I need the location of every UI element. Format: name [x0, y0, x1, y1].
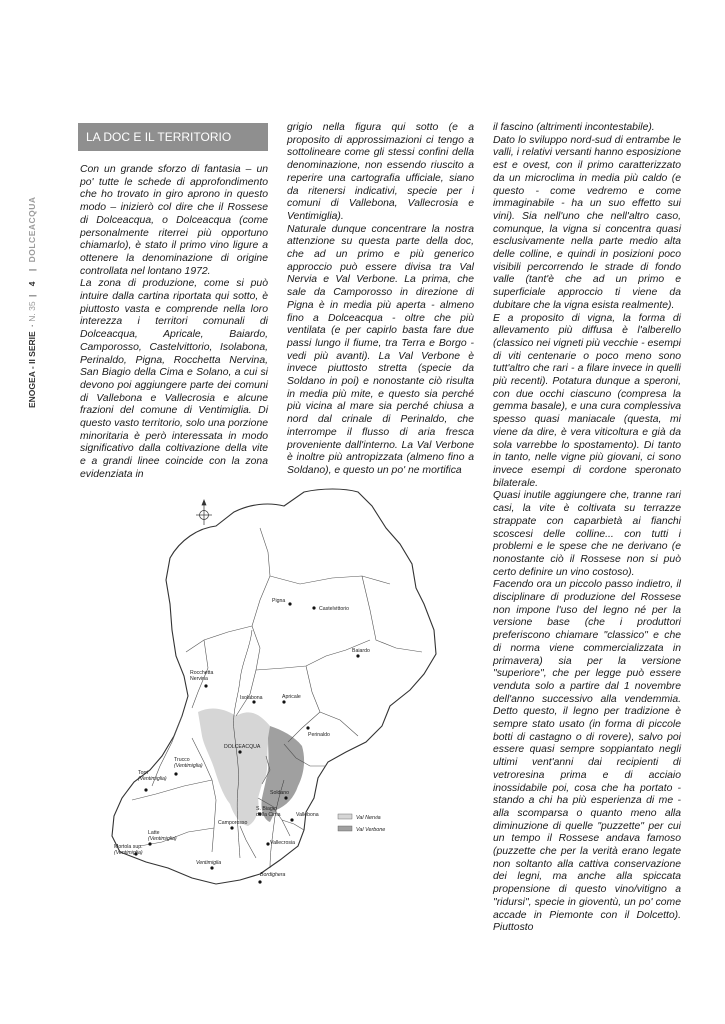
town-baiardo: [352, 648, 370, 658]
town-label: Latte: [148, 830, 160, 836]
compass-rose-icon: [196, 500, 212, 525]
town-label: Mortola sup.: [114, 844, 143, 850]
town-label: Isolabona: [240, 695, 263, 701]
town-label: S. Biagio: [256, 806, 277, 812]
town-latte: [148, 830, 177, 846]
paragraph: Facendo ora un piccolo passo indietro, il disciplinare di produzione del Rossese non impone l'uso del legno né per la versione base (che i produttori preferiscono chiamare "classico" e che di norma viene commercializzata in primavera) sia per la versione "superiore", che per legge può essere venduta solo a partire dal 1 novembre dell'anno successivo alla vendemmia. Detto questo, il legno per tradizione è sempre stato usato (in forma di piccole botti di castagno o di rovere), salvo poi essere quasi sempre soppiantato negli ultimi vent'anni dai recipienti di vetroresina prima e di acciaio inossidabile poi, cosa che ha portato - stando a chi ha più esperienza di me - alla scomparsa o quanto meno alla diminuzione di quelle "puzzette" per cui un tempo il Rossese andava famoso (puzzette che per la verità erano legate non soltanto alla cattiva conservazione dei legni, ma anche alla spiccata propensione di questo vino/vitigno a "ridursi", specie in gioventù, un po' come accade in Piemonte con il Dolcetto). Piuttosto: [493, 579, 681, 934]
town-label: Bordighera: [260, 872, 286, 878]
territory-map: [100, 480, 470, 900]
header-separator: |: [27, 294, 37, 298]
town-castelvittorio: [312, 606, 349, 612]
town-label: (Ventimiglia): [148, 836, 177, 842]
town-trucco: [174, 757, 203, 776]
town-ventimiglia: [196, 860, 221, 870]
town-label: Vallebona: [296, 812, 319, 818]
paragraph: il fascino (altrimenti incontestabile).: [493, 122, 655, 133]
legend-label-val-verbone: Val Verbone: [356, 827, 386, 833]
paragraph: Naturale dunque concentrare la nostra attenzione su questa parte della doc, che ad un primo e più generico approccio può essere divisa tra Val Nervia e Val Verbone. La prima, che sale da Camporosso in direzione di Pigna è in media più aperta - almeno fino a Dolceacqua - oltre che più ventilata (e per capirlo basta fare due passi lungo il fiume, tra Terra e Borgo - vedi più avanti). La Val Verbone è invece piuttosto stretta (specie da Soldano in poi) e nonostante ciò risulta in media più mite, e questo sia perché più vicina al mare sia perché chiusa a nord dal crinale di Perinaldo, che interrompe il flusso di aria fresca proveniente dall'interno. La Val Verbone è inoltre più antropizzata (almeno fino a Soldano), e questo un po' ne mortifica: [287, 223, 474, 476]
town-label: DOLCEACQUA: [224, 744, 261, 750]
town-bordighera: [258, 872, 285, 884]
town-label: della Cima: [256, 812, 281, 818]
legend-swatch-val-nervia: [338, 814, 352, 819]
town-label: Trucco: [174, 757, 190, 763]
paragraph: Con un grande sforzo di fantasia – un po' tutte le schede di approfondimento che ho trovato in giro aprono in questo modo – inizierò col dire che il Rossese di Dolceacqua, o Dolceacqua (come personalmente riterrei più opportuno chiamarlo), è stato il primo vino ligure a ottenere la denominazione di origine controllata nel lontano 1972.: [80, 164, 268, 277]
legend-label-val-nervia: Val Nervia: [356, 815, 381, 821]
text-column-3: [493, 122, 681, 935]
town-label: (Ventimiglia): [174, 763, 203, 769]
town-label: (Ventimiglia): [114, 850, 143, 856]
town-label: Nervina: [190, 676, 208, 682]
legend-swatch-val-verbone: [338, 826, 352, 831]
section-title: DOLCEACQUA: [27, 196, 37, 263]
town-label: Camporosso: [218, 820, 248, 826]
town-label: Apricale: [282, 694, 301, 700]
town-mortola: [114, 844, 143, 856]
town-label: Rocchetta: [190, 670, 214, 676]
town-pigna: [272, 598, 292, 606]
article-heading: LA DOC E IL TERRITORIO: [78, 123, 268, 151]
town-label: Castelvittorio: [319, 606, 349, 612]
town-label: Ventimiglia: [196, 860, 222, 866]
running-header: ENOGEA - II SERIE · N. 35 | 4 | DOLCEACQUA: [27, 196, 37, 408]
town-label: Perinaldo: [308, 732, 330, 738]
text-column-1: [80, 164, 268, 482]
town-rocchetta-nervina: [190, 670, 213, 688]
town-perinaldo: [306, 726, 330, 738]
town-label: Pigna: [272, 598, 286, 604]
town-camporosso: [218, 820, 248, 830]
paragraph: grigio nella figura qui sotto (e a proposito di approssimazioni ci tengo a sottolineare come gli stessi confini della denominazione, non essendo riuscito a reperire una cartografia ufficiale, siano da ritenersi indicativi, specie per i comuni di Vallebona, Vallecrosia e Ventimiglia).: [287, 122, 474, 222]
town-label: Soldano: [270, 790, 290, 796]
paragraph: La zona di produzione, come si può intuire dalla cartina riportata qui sotto, è piuttosto vasta e comprende nella loro interezza i territori comunali di Dolceacqua, Apricale, Baiardo, Camporosso, Castelvittorio, Isolabona, Perinaldo, Pigna, Rocchetta Nervina, San Biagio della Cima e Solano, a cui si devono poi aggiungere parte dei comuni di Vallebona e Vallecrosia e alcune frazioni del comune di Ventimiglia. Di questo vasto territorio, solo una porzione minoritaria è però interessata in modo significativo dalla coltivazione della vite e a grandi linee coincide con la zona evidenziata in: [80, 278, 268, 480]
paragraph: E a proposito di vigna, la forma di allevamento più diffusa è l'alberello (classico nei vigneti più vecchie - esempi di viti centenarie o poco meno sono tutt'altro che rari - a filare invece in quelli più recenti). Potatura dunque a speroni, con due occhi ciascuno (compresa la gemma basale), e una cura complessiva spesso quasi maniacale (questa, mi viene da dire, è vera viticoltura e già da sola varrebbe lo spostamento). Di tanto in tanto, nelle vigne più giovani, ci sono invece esempi di cordone speronato bilaterale.: [493, 312, 681, 489]
text-column-2: [287, 122, 474, 478]
town-label: Vallecrosia: [270, 840, 295, 846]
paragraph: Dato lo sviluppo nord-sud di entrambe le valli, i relativi versanti hanno esposizione est e ovest, con il primo caratterizzato da un microclima in media più caldo (e questo - come vedremo e come immaginabile - ha un suo effetto sui vini). Sia nell'uno che nell'altro caso, comunque, la vigna si concentra quasi esclusivamente nella parte medio alta delle colline, e quindi in posizioni poco visibili percorrendo le strade di fondo valle (tant'è che ad un primo e superficiale approccio ti viene da dubitare che la vigna esista realmente).: [493, 134, 681, 311]
town-label: Torri: [138, 770, 149, 776]
magazine-name: ENOGEA - II SERIE: [27, 331, 37, 408]
town-isolabona: [240, 695, 263, 704]
town-torri: [138, 770, 167, 792]
town-label: (Ventimiglia): [138, 776, 167, 782]
town-label: Baiardo: [352, 648, 370, 654]
page-number: 4: [27, 281, 37, 287]
map-legend: [338, 814, 385, 833]
town-apricale: [282, 694, 301, 704]
issue-number: N. 35: [27, 301, 37, 322]
town-vallecrosia: [266, 840, 295, 846]
paragraph: Quasi inutile aggiungere che, tranne rari casi, la vite è coltivata su terrazze strappate con caparbietà ai fianchi scoscesi delle colline... con tutti i problemi e le spese che ne derivano (e nonostante ciò il Rossese non si può certo definire un vino costoso).: [493, 490, 681, 578]
